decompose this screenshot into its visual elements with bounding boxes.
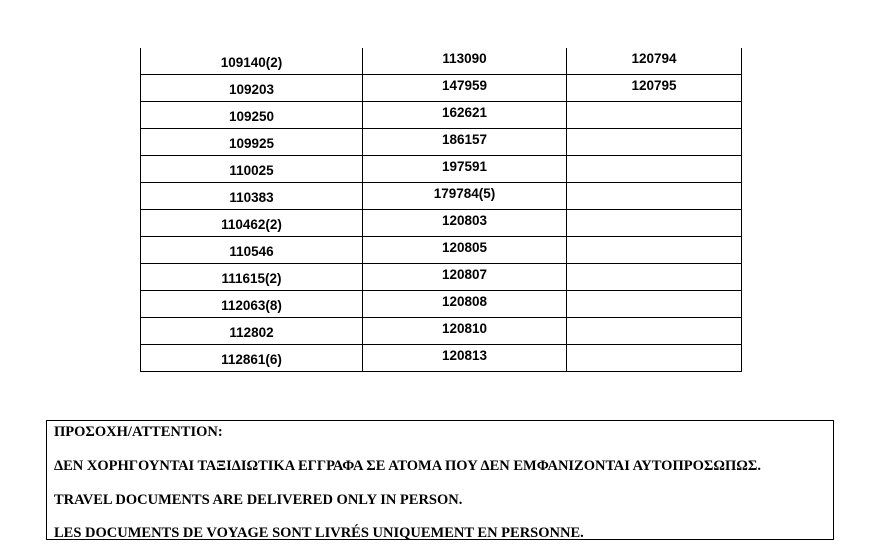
table-cell	[363, 183, 567, 210]
table-cell	[363, 75, 567, 102]
table-cell	[363, 264, 567, 291]
notice-heading: ΠΡΟΣΟΧΗ/ATTENTION:	[54, 424, 223, 440]
table-row	[141, 318, 742, 345]
cell-value: 186157	[441, 132, 488, 147]
table-cell	[567, 318, 742, 345]
table-cell	[567, 129, 742, 156]
cell-value: 197591	[441, 159, 488, 174]
table-row	[141, 264, 742, 291]
cell-value: 109925	[228, 136, 275, 151]
table-cell	[363, 345, 567, 372]
table-cell	[363, 48, 567, 75]
table-cell	[567, 183, 742, 210]
table-cell	[141, 210, 363, 237]
table-cell	[363, 156, 567, 183]
table-cell	[567, 75, 742, 102]
table-cell	[363, 237, 567, 264]
table-cell	[141, 48, 363, 75]
table-cell	[567, 264, 742, 291]
table-cell	[567, 345, 742, 372]
table-body	[141, 48, 742, 372]
table-cell	[363, 291, 567, 318]
table-row	[141, 345, 742, 372]
table-cell	[567, 102, 742, 129]
cell-value: 109250	[228, 109, 275, 124]
cell-value: 112802	[229, 325, 274, 340]
table-row	[141, 129, 742, 156]
table-cell	[141, 183, 363, 210]
table-cell	[141, 345, 363, 372]
table-row	[141, 237, 742, 264]
table-cell	[567, 210, 742, 237]
cell-value: 110462(2)	[221, 217, 282, 232]
table-cell	[141, 291, 363, 318]
cell-value: 110025	[229, 163, 274, 178]
table-cell	[567, 48, 742, 75]
cell-value: 120795	[631, 78, 677, 93]
table-row	[141, 156, 742, 183]
cell-value: 111615(2)	[221, 271, 282, 286]
cell-value: 112861(6)	[221, 352, 282, 367]
cell-value: 147959	[441, 78, 488, 93]
cell-value: 120794	[631, 51, 677, 66]
table-cell	[363, 129, 567, 156]
table-cell	[141, 318, 363, 345]
table-row	[141, 102, 742, 129]
table-cell	[363, 102, 567, 129]
table-row	[141, 75, 742, 102]
table-cell	[141, 75, 363, 102]
cell-value: 120813	[441, 348, 488, 363]
table-row	[141, 210, 742, 237]
table-row	[141, 48, 742, 75]
cell-value: 120810	[441, 321, 488, 336]
cell-value: 162621	[441, 105, 488, 120]
case-numbers-table	[140, 48, 742, 372]
table-cell	[567, 156, 742, 183]
cell-value: 120808	[441, 294, 488, 309]
notice-greek-text: ΔΕΝ ΧΟΡΗΓΟΥΝΤΑΙ ΤΑΞΙΔΙΩΤΙΚΑ ΕΓΓΡΑΦΑ ΣΕ ΑΤΟΜΑ ΠΟΥ ΔΕΝ ΕΜΦΑΝΙΖΟΝΤΑΙ ΑΥΤΟΠΡΟΣΩΠΩΣ.	[54, 458, 761, 474]
cell-value: 109140(2)	[220, 55, 283, 70]
table-row	[141, 291, 742, 318]
cell-value: 109203	[228, 82, 275, 97]
table-cell	[141, 102, 363, 129]
attention-notice-box	[46, 420, 834, 540]
table-cell	[567, 237, 742, 264]
table-row	[141, 183, 742, 210]
notice-french-text: LES DOCUMENTS DE VOYAGE SONT LIVRÉS UNIQUEMENT EN PERSONNE.	[54, 525, 584, 541]
table-cell	[567, 291, 742, 318]
cell-value: 179784(5)	[433, 186, 496, 201]
table-cell	[141, 264, 363, 291]
table-cell	[141, 237, 363, 264]
cell-value: 120805	[441, 240, 488, 255]
cell-value: 112063(8)	[221, 298, 282, 313]
cell-value: 113090	[442, 51, 487, 66]
notice-english-text: TRAVEL DOCUMENTS ARE DELIVERED ONLY IN PERSON.	[54, 492, 463, 508]
cell-value: 110383	[229, 190, 274, 205]
cell-value: 110546	[229, 244, 274, 259]
table-cell	[141, 129, 363, 156]
table-cell	[363, 318, 567, 345]
table-cell	[141, 156, 363, 183]
table-cell	[363, 210, 567, 237]
cell-value: 120803	[441, 213, 488, 228]
cell-value: 120807	[441, 267, 488, 282]
